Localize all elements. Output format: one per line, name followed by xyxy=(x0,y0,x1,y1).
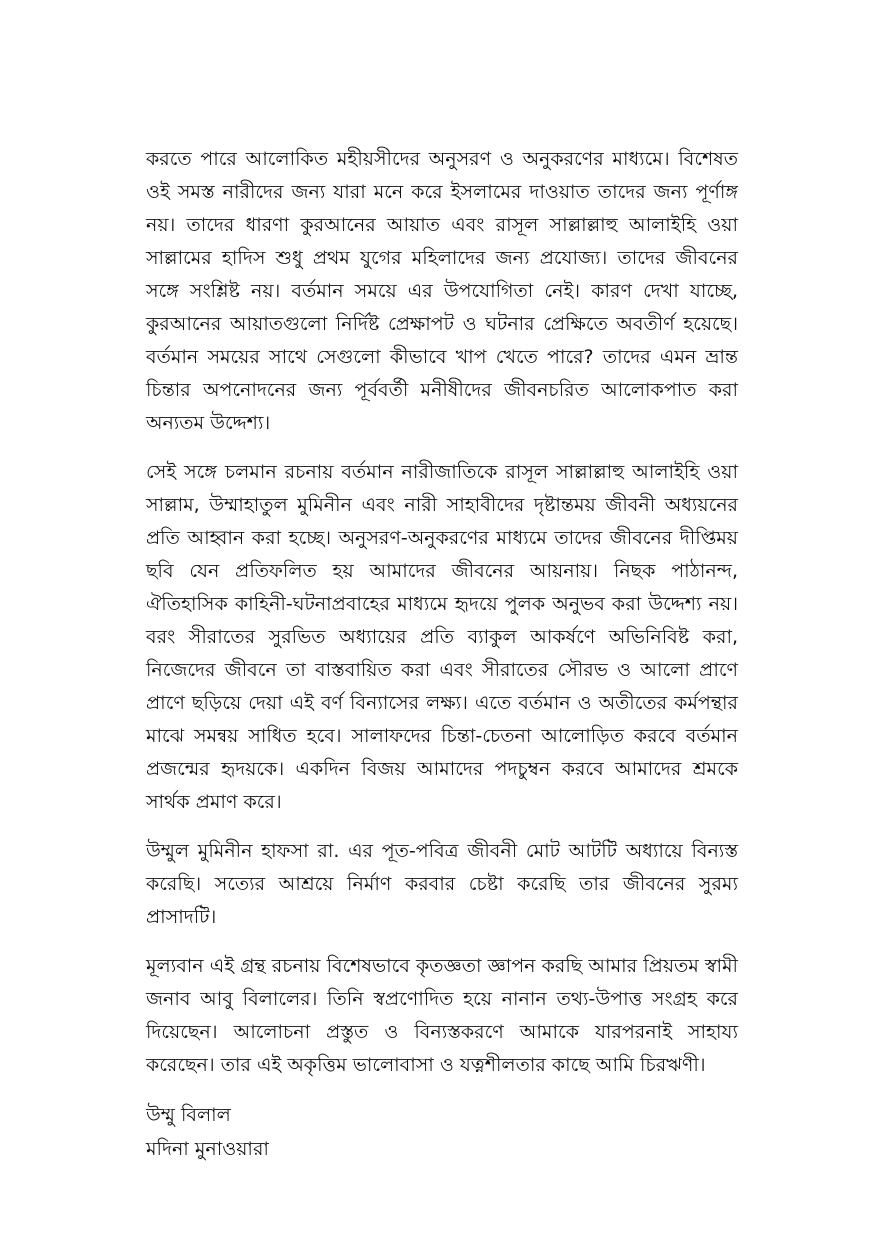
paragraph-4: মূল্যবান এই গ্রন্থ রচনায় বিশেষভাবে কৃতজ্ঞতা জ্ঞাপন করছি আমার প্রিয়তম স্বামী জনাব আবু বিলালের। তিনি স্বপ্রণোদিত হয়ে নানান তথ্য-উপাত্ত সংগ্রহ করে দিয়েছেন। আলোচনা প্রস্তুত ও বিন্যস্তকরণে আমাকে যারপরনাই সাহায্য করেছেন। তার এই অকৃত্তিম ভালোবাসা ও যত্নশীলতার কাছে আমি চিরঋণী। xyxy=(146,955,738,1076)
document-page xyxy=(146,143,738,1166)
author-name: উম্মু বিলাল xyxy=(146,1104,231,1126)
author-place: মদিনা মুনাওয়ারা xyxy=(146,1138,269,1160)
paragraph-3: উম্মুল মুমিনীন হাফসা রা. এর পূত-পবিত্র জীবনী মোট আটটি অধ্যায়ে বিন্যস্ত করেছি। সত্যের আশ্রয়ে নির্মাণ করবার চেষ্টা করেছি তার জীবনের সুরম্য প্রাসাদটি। xyxy=(146,840,738,928)
signature-block xyxy=(146,1098,738,1166)
paragraph-1: করতে পারে আলোকিত মহীয়সীদের অনুসরণ ও অনুকরণের মাধ্যমে। বিশেষত ওই সমস্ত নারীদের জন্য যারা মনে করে ইসলামের দাওয়াত তাদের জন্য পূর্ণাঙ্গ নয়। তাদের ধারণা কুরআনের আয়াত এবং রাসূল সাল্লাল্লাহু আলাইহি ওয়া সাল্লামের হাদিস শুধু প্রথম যুগের মহিলাদের জন্য প্রযোজ্য। তাদের জীবনের সঙ্গে সংশ্লিষ্ট নয়। বর্তমান সময়ে এর উপযোগিতা নেই। কারণ দেখা যাচ্ছে, কুরআনের আয়াতগুলো নির্দিষ্ট প্রেক্ষাপট ও ঘটনার প্রেক্ষিতে অবতীর্ণ হয়েছে। বর্তমান সময়ের সাথে সেগুলো কীভাবে খাপ খেতে পারে? তাদের এমন ভ্রান্ত চিন্তার অপনোদনের জন্য পূর্ববর্তী মনীষীদের জীবনচরিত আলোকপাত করা অন্যতম উদ্দেশ্য। xyxy=(146,148,738,434)
paragraph-2: সেই সঙ্গে চলমান রচনায় বর্তমান নারীজাতিকে রাসূল সাল্লাল্লাহু আলাইহি ওয়া সাল্লাম, উম্মাহাতুল মুমিনীন এবং নারী সাহাবীদের দৃষ্টান্তময় জীবনী অধ্যয়নের প্রতি আহ্বান করা হচ্ছে। অনুসরণ-অনুকরণের মাধ্যমে তাদের জীবনের দীপ্তিময় ছবি যেন প্রতিফলিত হয় আমাদের জীবনের আয়নায়। নিছক পাঠানন্দ, ঐতিহাসিক কাহিনী-ঘটনাপ্রবাহের মাধ্যমে হৃদয়ে পুলক অনুভব করা উদ্দেশ্য নয়। বরং সীরাতের সুরভিত অধ্যায়ের প্রতি ব্যাকুল আকর্ষণে অভিনিবিষ্ট করা, নিজেদের জীবনে তা বাস্তবায়িত করা এবং সীরাতের সৌরভ ও আলো প্রাণে প্রাণে ছড়িয়ে দেয়া এই বর্ণ বিন্যাসের লক্ষ্য। এতে বর্তমান ও অতীতের কর্মপন্থার মাঝে সমন্বয় সাধিত হবে। সালাফদের চিন্তা-চেতনা আলোড়িত করবে বর্তমান প্রজন্মের হৃদয়কে। একদিন বিজয় আমাদের পদচুম্বন করবে আমাদের শ্রমকে সার্থক প্রমাণ করে। xyxy=(146,461,738,813)
